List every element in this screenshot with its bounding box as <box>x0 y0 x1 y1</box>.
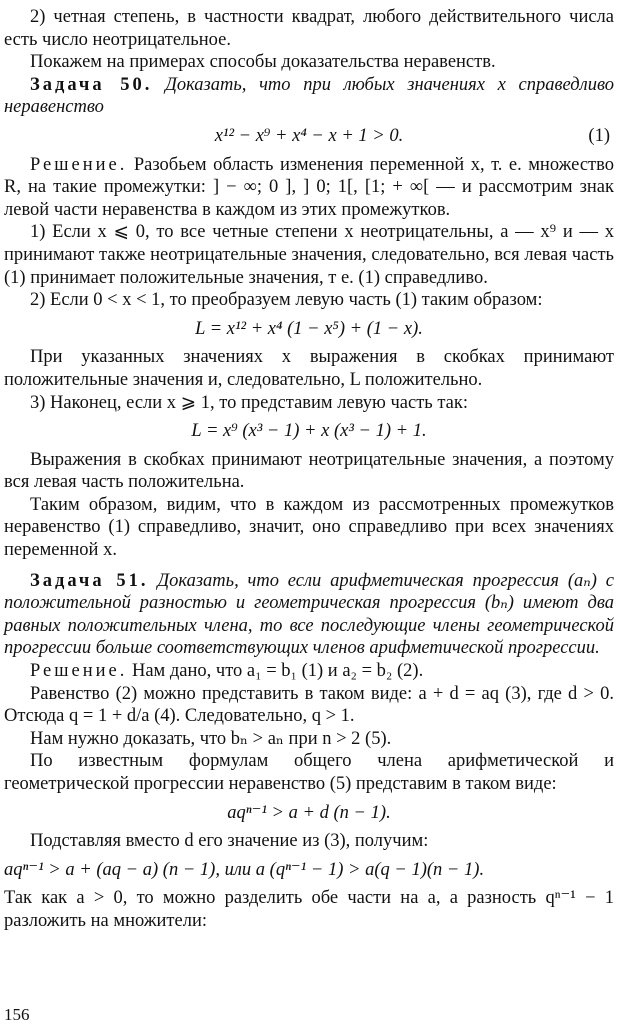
task-51-text: Доказать, что если арифметическая прогрессия (aₙ) с положительной разностью и геометрическая прогрессия (bₙ) имеют два равных положительных члена, то все последующие члены геометрической прогрессии больше соответствующих членов арифметической прогрессии. <box>4 570 614 659</box>
case-2: 2) Если 0 < x < 1, то преобразуем левую часть (1) таким образом: <box>30 290 543 311</box>
solution-50 <box>4 154 614 222</box>
solution-51-label: Решение. <box>30 661 128 682</box>
paragraph-even-power: 2) четная степень, в частности квадрат, любого действительного числа есть число неотрицательное. <box>4 7 614 50</box>
formula-1-expr: x¹² − x⁹ + x⁴ − x + 1 > 0. <box>214 125 404 146</box>
formula-4: aqⁿ⁻¹ > a + d (n − 1). <box>227 802 391 823</box>
page-number: 156 <box>4 1005 30 1024</box>
formula-3: L = x⁹ (x³ − 1) + x (x³ − 1) + 1. <box>191 421 427 442</box>
paragraph-after-formula-2: При указанных значениях x выражения в скобках принимают положительные значения и, следовательно, L положительно. <box>4 347 614 390</box>
task-51-statement <box>4 570 614 660</box>
solution-51-text: Нам дано, что a₁ = b₁ (1) и a₂ = b₂ (2). <box>127 661 424 682</box>
formula-1 <box>4 125 614 148</box>
case-1: 1) Если x ⩽ 0, то все четные степени x неотрицательны, а — x⁹ и — x принимают также неотрицательные значения, следовательно, вся левая часть (1) принимает положительные значения, т е. (1) справедливо. <box>4 222 614 288</box>
solution-label: Решение. <box>30 154 128 175</box>
paragraph-need-prove: Нам нужно доказать, что bₙ > aₙ при n > 2 (5). <box>30 728 392 749</box>
paragraph-known-formulas: По известным формулам общего члена арифметической и геометрической прогрессии неравенство (5) представим в таком виде: <box>4 751 614 794</box>
task-50-text: Доказать, что при любых значениях x справедливо неравенство <box>4 74 614 118</box>
formula-1-number: (1) <box>588 125 610 146</box>
paragraph-intro: Покажем на примерах способы доказательства неравенств. <box>30 52 496 73</box>
paragraph-after-formula-3: Выражения в скобках принимают неотрицательные значения, а поэтому вся левая часть положительна. <box>4 449 614 493</box>
formula-2: L = x¹² + x⁴ (1 − x⁵) + (1 − x). <box>195 318 423 339</box>
paragraph-last: Так как a > 0, то можно разделить обе части на a, а разность qⁿ⁻¹ − 1 разложить на множители: <box>4 888 614 931</box>
task-50-statement <box>4 74 614 119</box>
task-50-label: Задача 50. <box>30 74 153 95</box>
case-3: 3) Наконец, если x ⩾ 1, то представим левую часть так: <box>30 392 469 413</box>
solution-50-text: Разобьем область изменения переменной x, т. е. множество R, на такие промежутки: ] − ∞; 0 ], ] 0; 1[, [1; + ∞[ — и рассмотрим знак левой части неравенства в каждом из этих промежутков. <box>4 154 614 220</box>
paragraph-conclusion: Таким образом, видим, что в каждом из рассмотренных промежутков неравенство (1) справедливо, значит, оно справедливо при всех значениях переменной x. <box>4 494 614 561</box>
solution-51 <box>4 660 614 683</box>
page-body <box>4 6 614 933</box>
formula-5: aqⁿ⁻¹ > a + (aq − a) (n − 1), или a (qⁿ⁻¹ − 1) > a(q − 1)(n − 1). <box>4 859 485 880</box>
task-51-label: Задача 51. <box>30 570 149 591</box>
paragraph-substitute: Подставляя вместо d его значение из (3), получим: <box>30 831 429 852</box>
paragraph-equality-2: Равенство (2) можно представить в таком виде: a + d = aq (3), где d > 0. Отсюда q = 1 + d/a (4). Следовательно, q > 1. <box>4 683 614 727</box>
